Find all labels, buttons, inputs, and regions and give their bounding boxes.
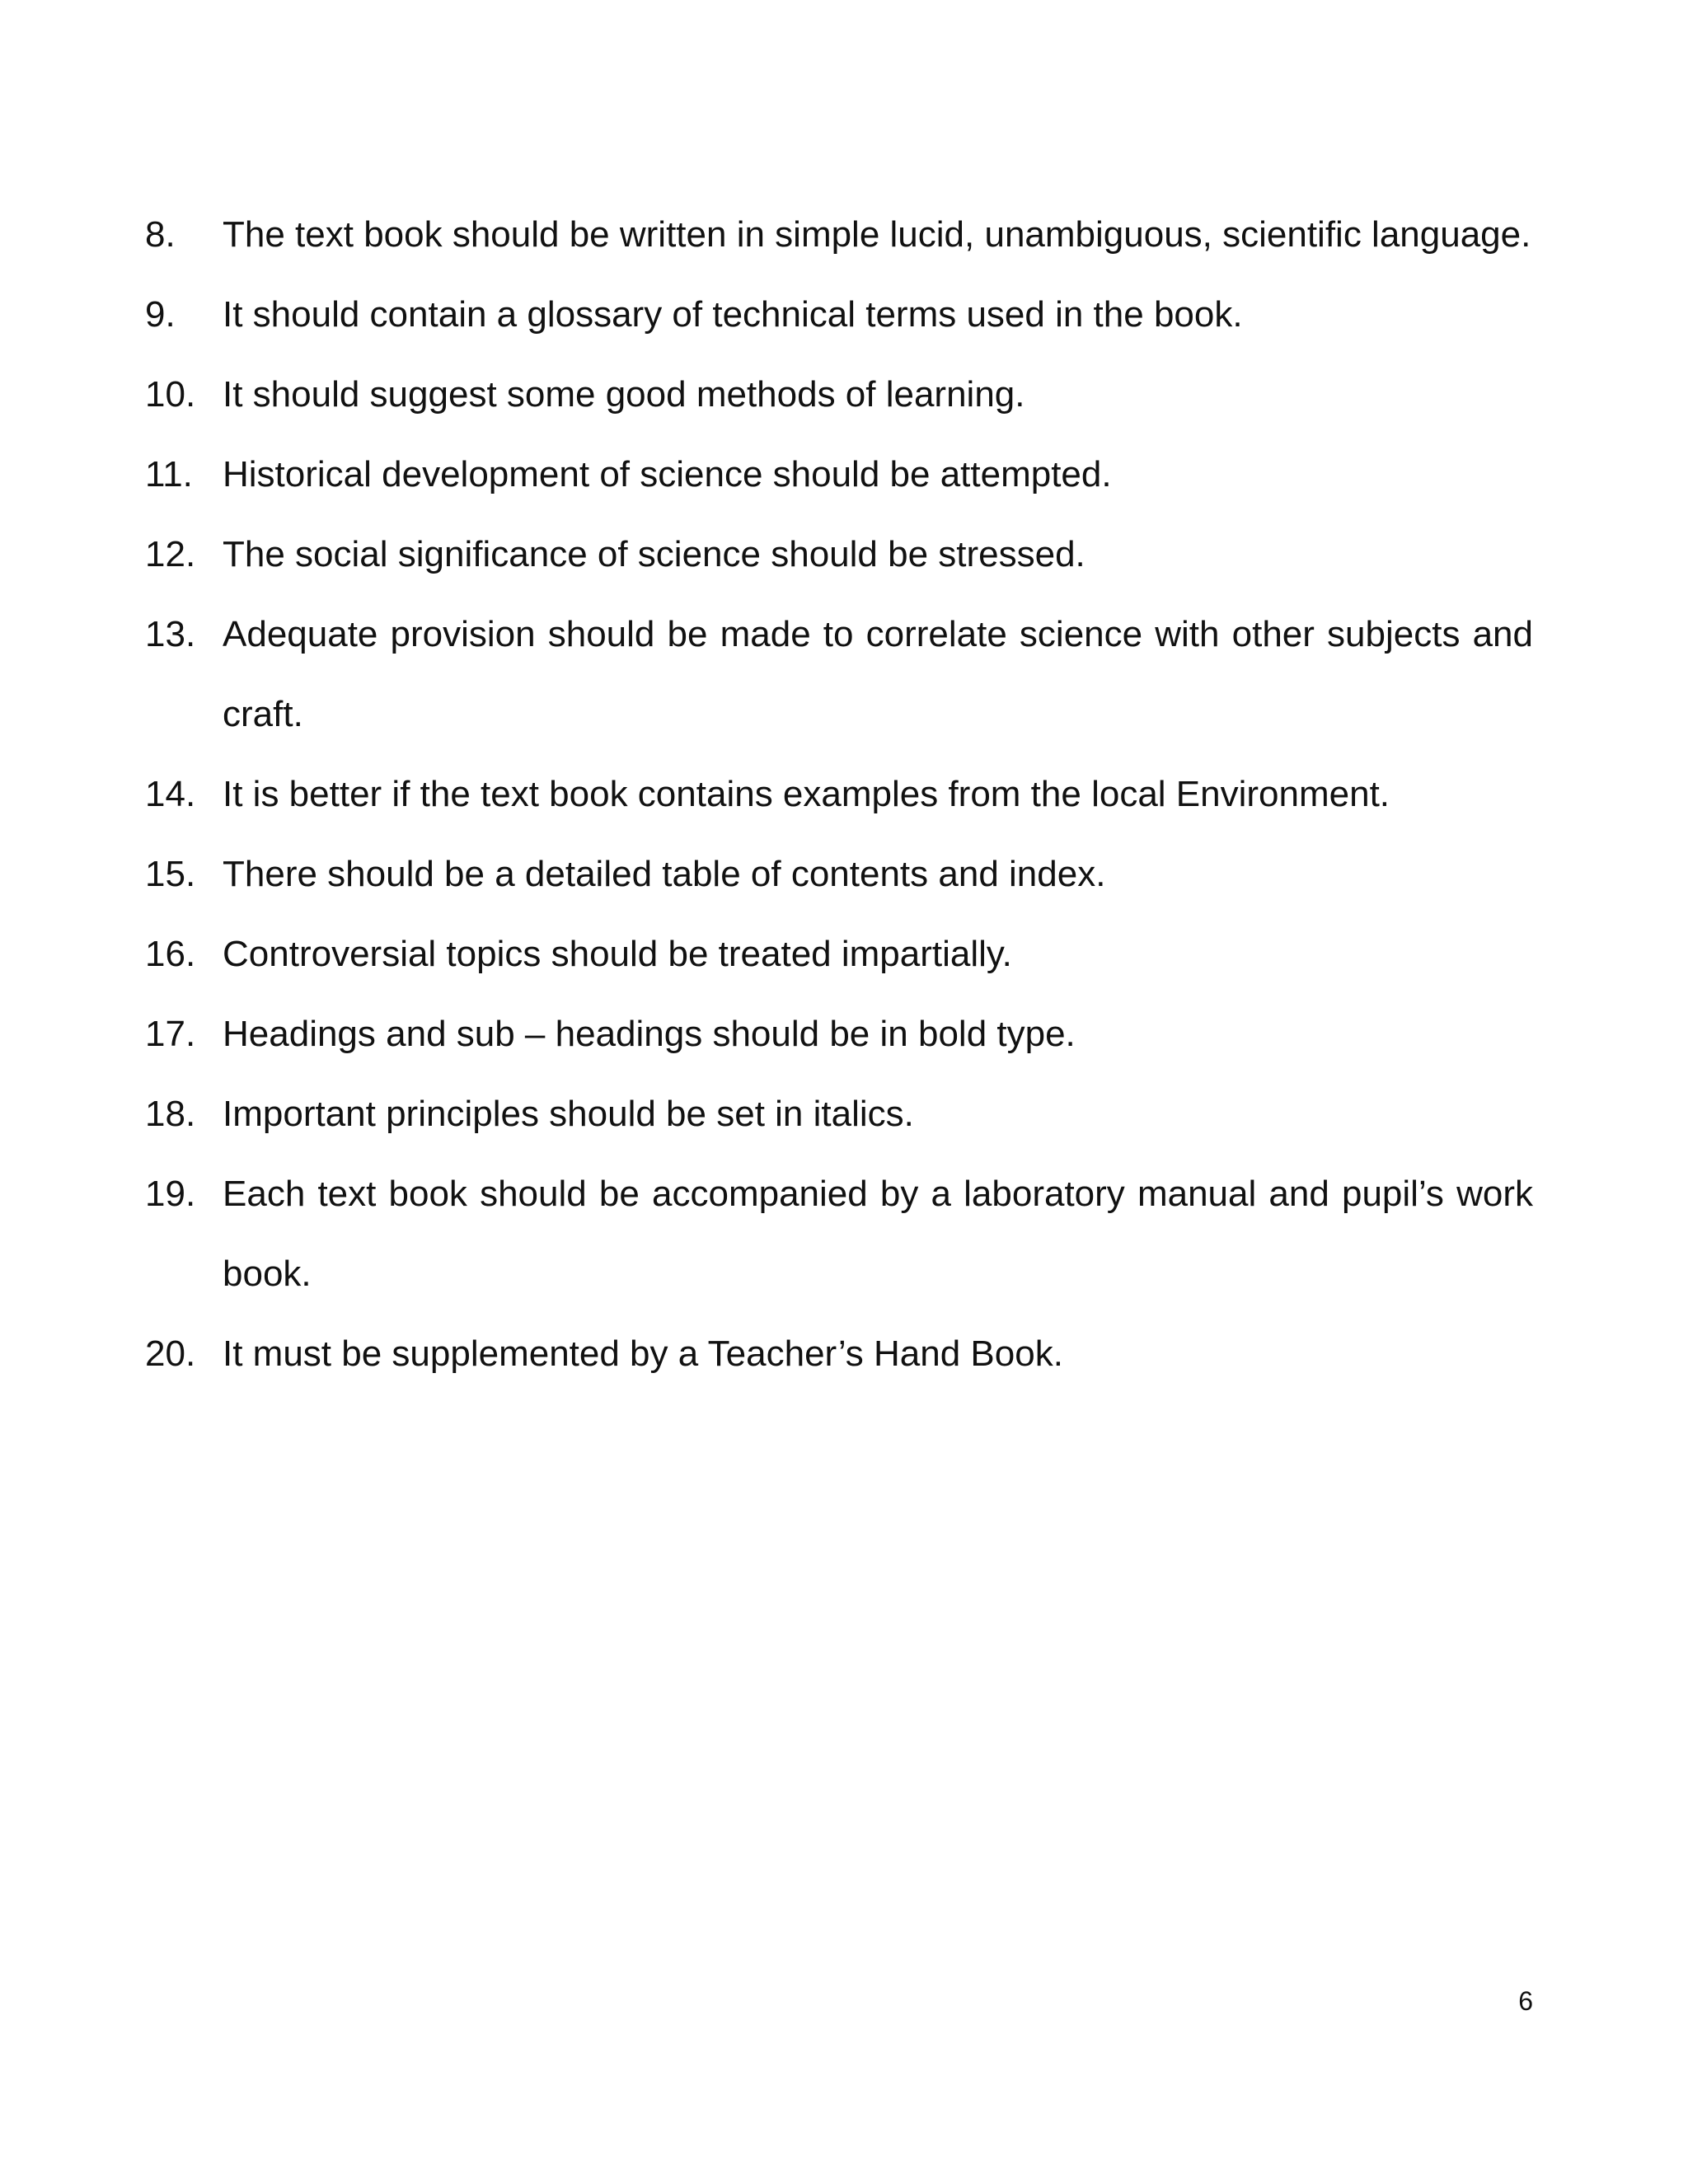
- guidelines-list: [145, 194, 1533, 1394]
- item-text: The social significance of science should be stressed.: [223, 534, 1085, 574]
- item-text: It should contain a glossary of technical terms used in the book.: [223, 294, 1243, 335]
- list-item: [145, 354, 1533, 434]
- item-number: 13.: [145, 614, 196, 654]
- list-item: [145, 514, 1533, 594]
- item-text: Controversial topics should be treated impartially.: [223, 934, 1012, 974]
- item-number: 18.: [145, 1094, 196, 1134]
- list-item: [145, 1314, 1533, 1394]
- item-text: Each text book should be accompanied by a laboratory manual and pupil’s work book.: [223, 1174, 1533, 1294]
- item-number: 10.: [145, 374, 196, 415]
- list-item: [145, 194, 1533, 274]
- item-number: 17.: [145, 1014, 196, 1054]
- list-item: [145, 914, 1533, 994]
- item-number: 11.: [145, 454, 193, 494]
- item-text: Headings and sub – headings should be in bold type.: [223, 1014, 1076, 1054]
- item-text: Adequate provision should be made to correlate science with other subjects and craft.: [223, 614, 1533, 734]
- list-item: [145, 434, 1533, 514]
- list-item: [145, 994, 1533, 1074]
- item-text: The text book should be written in simple lucid, unambiguous, scientific language.: [223, 214, 1531, 255]
- page-number: 6: [1518, 1986, 1533, 2016]
- item-text: Historical development of science should be attempted.: [223, 454, 1112, 494]
- item-number: 20.: [145, 1333, 196, 1374]
- item-number: 14.: [145, 774, 196, 814]
- item-number: 8.: [145, 214, 176, 255]
- item-text: It is better if the text book contains examples from the local Environment.: [223, 774, 1390, 814]
- item-number: 19.: [145, 1174, 196, 1214]
- list-item: [145, 834, 1533, 914]
- item-text: Important principles should be set in italics.: [223, 1094, 914, 1134]
- list-item: [145, 1154, 1533, 1314]
- item-number: 9.: [145, 294, 176, 335]
- list-item: [145, 754, 1533, 834]
- item-text: It must be supplemented by a Teacher’s Hand Book.: [223, 1333, 1063, 1374]
- list-item: [145, 594, 1533, 754]
- list-item: [145, 1074, 1533, 1154]
- list-item: [145, 274, 1533, 354]
- item-number: 16.: [145, 934, 196, 974]
- item-text: There should be a detailed table of contents and index.: [223, 854, 1106, 894]
- item-text: It should suggest some good methods of learning.: [223, 374, 1025, 415]
- item-number: 15.: [145, 854, 196, 894]
- item-number: 12.: [145, 534, 196, 574]
